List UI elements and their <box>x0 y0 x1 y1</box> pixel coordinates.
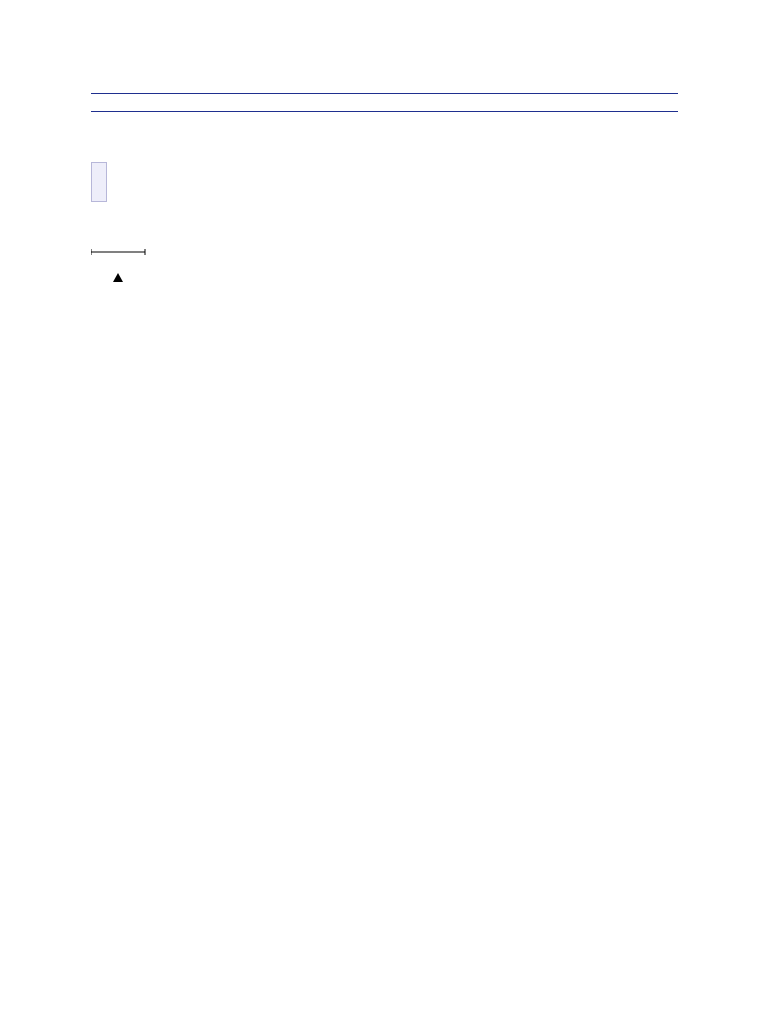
code-line <box>92 163 104 182</box>
pointer-arrow-head <box>113 273 123 282</box>
document-page <box>91 93 678 346</box>
memory-diagram <box>91 233 678 328</box>
memory-diagram-svg <box>91 233 391 328</box>
code-block <box>91 162 107 202</box>
code-line <box>92 182 104 201</box>
